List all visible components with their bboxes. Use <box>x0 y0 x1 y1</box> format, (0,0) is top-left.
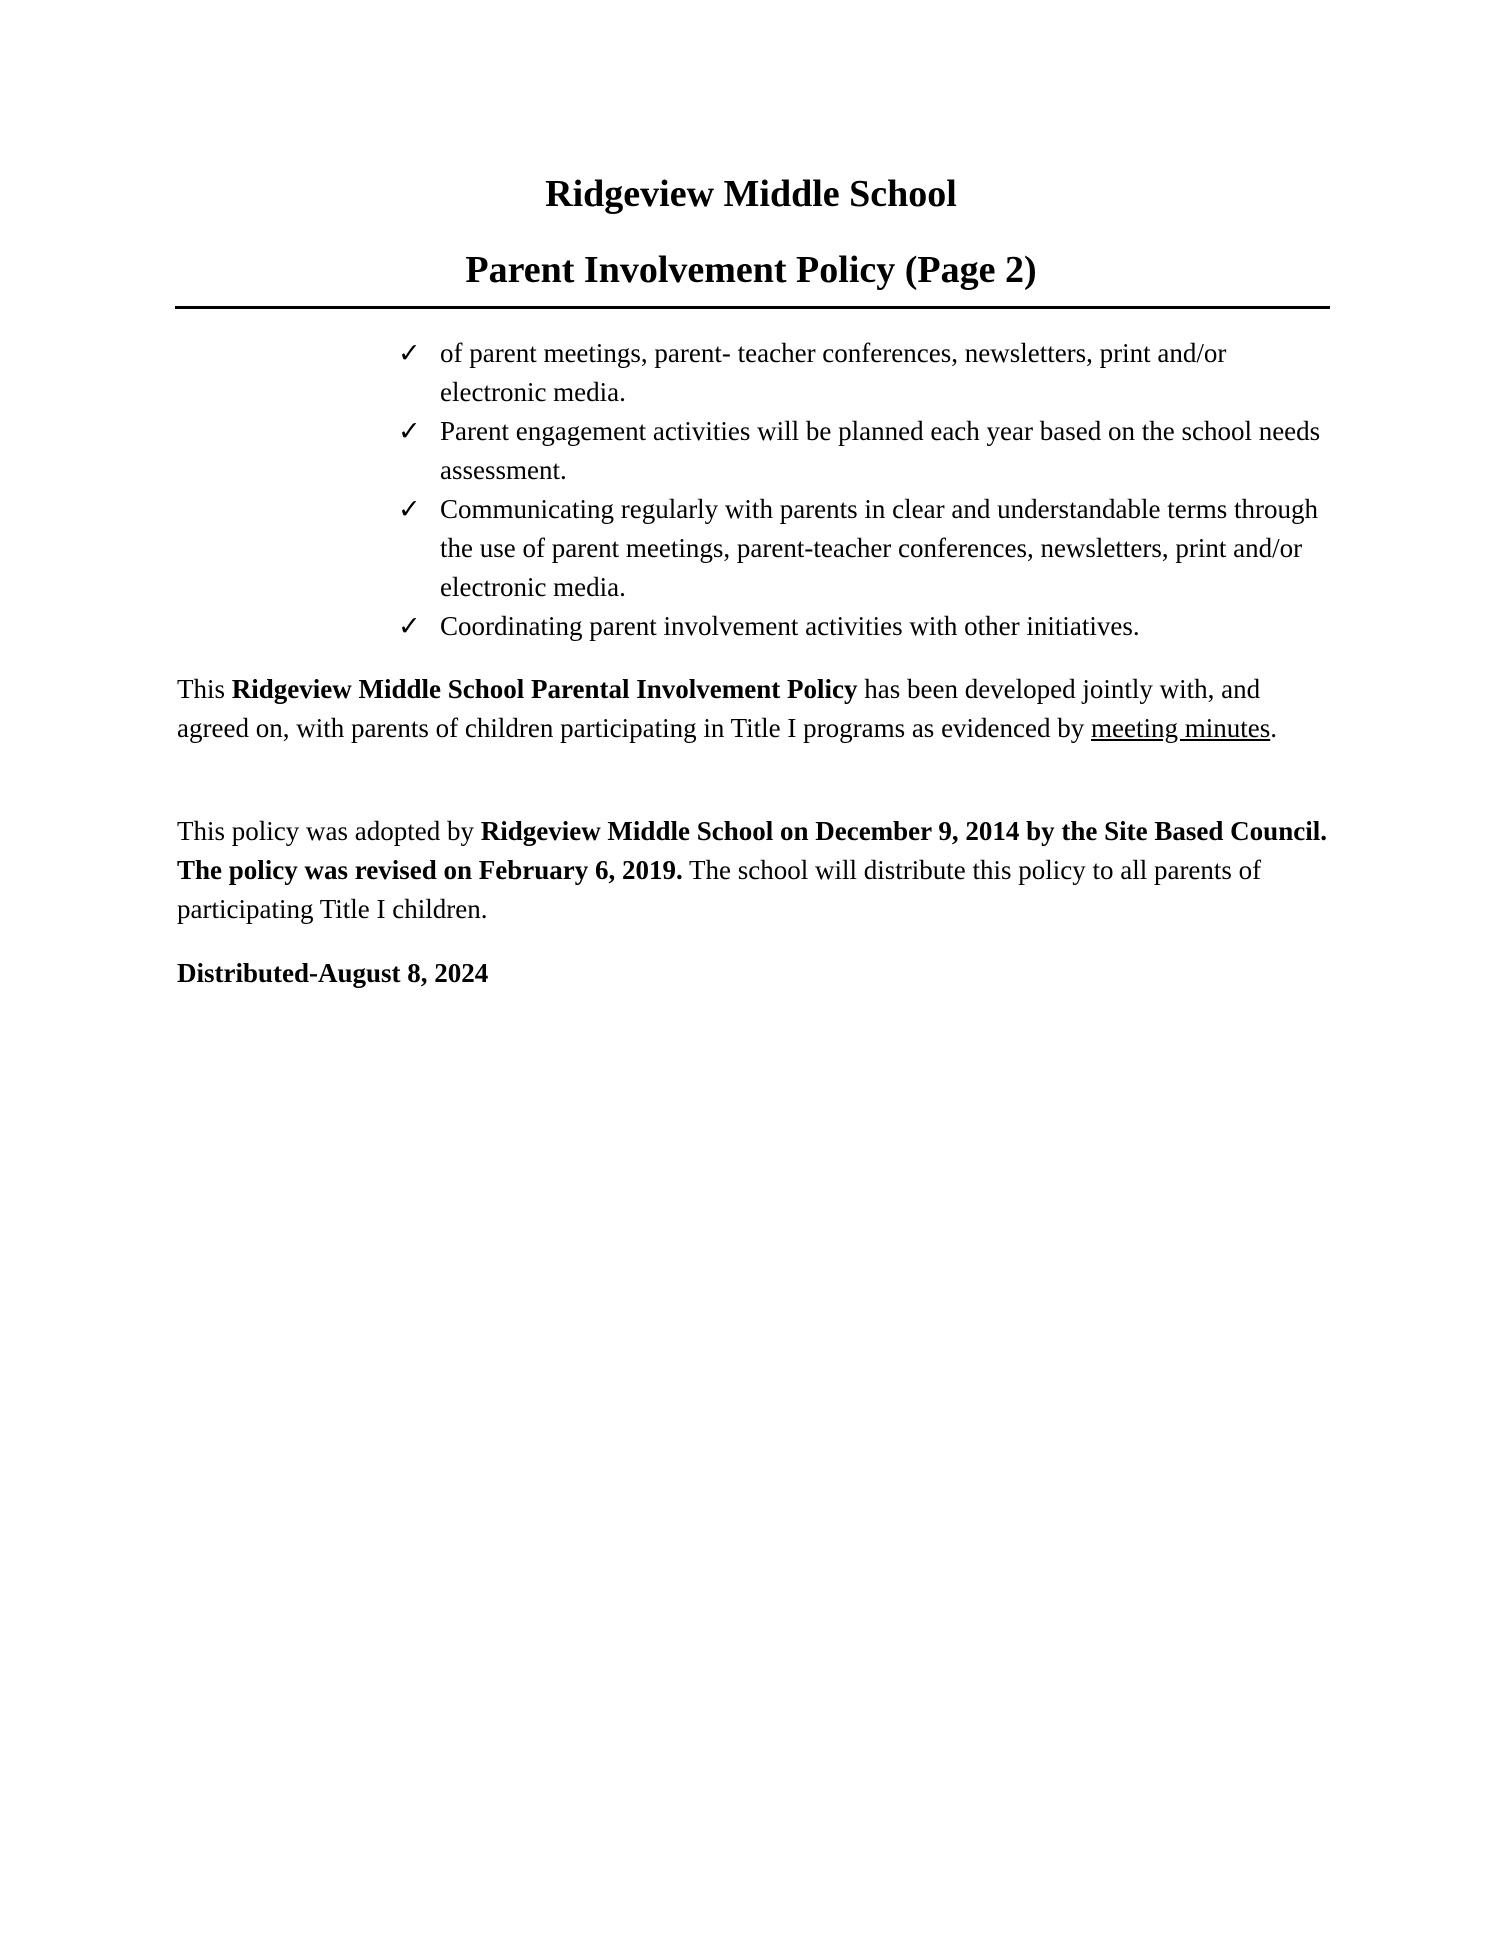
list-item-text: Coordinating parent involvement activities with other initiatives. <box>440 611 1140 641</box>
checkmark-icon: ✓ <box>398 416 421 447</box>
school-name-title: Ridgeview Middle School <box>545 173 957 215</box>
list-item-text: Parent engagement activities will be planned each year based on the school needs assessment. <box>440 416 1321 485</box>
paragraph-middle: has been developed jointly with, and agreed on, with parents of children participating in Title I programs as evidenced by <box>177 674 1261 743</box>
adoption-paragraph <box>177 812 1332 929</box>
paragraph-tail: The school will distribute this policy to all parents of participating Title I children. <box>177 855 1262 924</box>
paragraph-lead: This policy was adopted by <box>177 816 481 846</box>
list-item-text: Communicating regularly with parents in clear and understandable terms through the use of parent meetings, parent-teacher conferences, newsletters, print and/or electronic media. <box>440 494 1319 602</box>
checkmark-icon: ✓ <box>398 611 421 642</box>
list-item <box>398 607 1338 646</box>
header-divider <box>175 306 1330 309</box>
checklist <box>398 334 1338 646</box>
paragraph-lead: This <box>177 674 232 704</box>
adoption-statement: Ridgeview Middle School on December 9, 2014 by the Site Based Council. The policy was revised on February 6, 2019. <box>177 816 1327 885</box>
list-item <box>398 490 1338 607</box>
development-paragraph <box>177 670 1332 748</box>
list-item <box>398 412 1338 490</box>
distribution-date: Distributed-August 8, 2024 <box>177 958 489 988</box>
list-item <box>398 334 1338 412</box>
paragraph-tail: . <box>1270 713 1277 743</box>
meeting-minutes-link[interactable]: meeting minutes <box>1091 713 1271 743</box>
checkmark-icon: ✓ <box>398 338 421 369</box>
policy-title: Parent Involvement Policy (Page 2) <box>465 249 1037 291</box>
checkmark-icon: ✓ <box>398 494 421 525</box>
list-item-text: of parent meetings, parent- teacher conferences, newsletters, print and/or electronic media. <box>440 338 1227 407</box>
policy-name: Ridgeview Middle School Parental Involvement Policy <box>231 674 858 704</box>
